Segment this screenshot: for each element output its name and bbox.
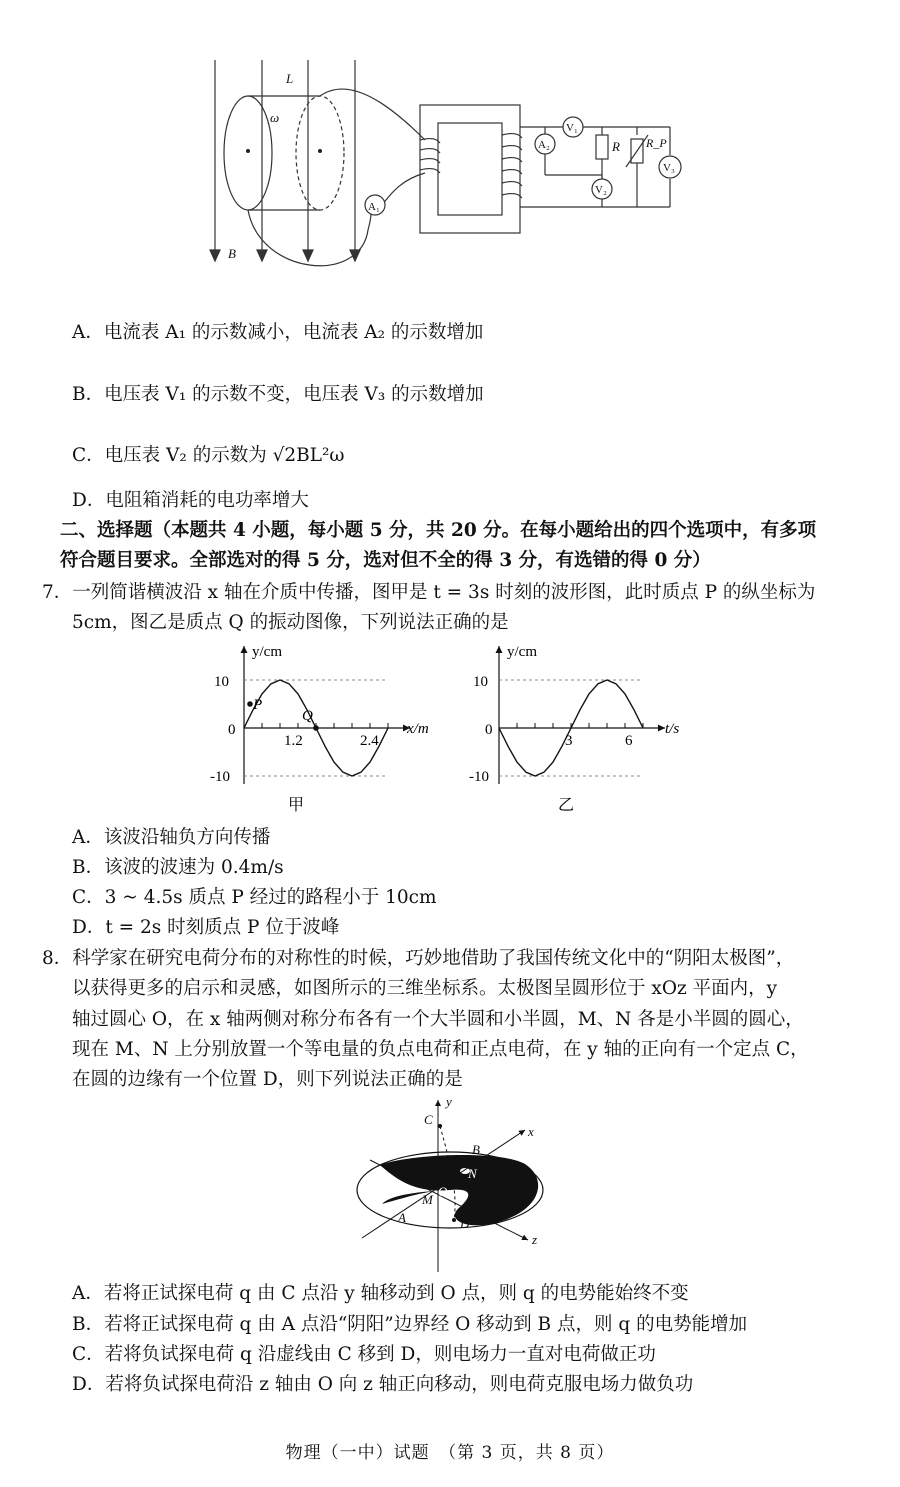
label-A1: A₁ xyxy=(368,201,380,213)
page-footer: 物理（一中）试题 （第 3 页，共 8 页） xyxy=(285,1443,615,1463)
q8-stem-line4: 现在 M、N 上分别放置一个等电量的负点电荷和正点电荷，在 y 轴的正向有一个定点 C， xyxy=(72,1039,809,1060)
q7-stem-line1: 7．一列简谐横波沿 x 轴在介质中传播，图甲是 t = 3s 时刻的波形图，此时质点 P 的纵坐标为 xyxy=(42,582,816,603)
label-B: B xyxy=(228,246,236,261)
q8-stem-line5: 在圆的边缘有一个位置 D，则下列说法正确的是 xyxy=(72,1069,463,1090)
q7-stem-line2: 5cm，图乙是质点 Q 的振动图像，下列说法正确的是 xyxy=(72,612,509,633)
q6-option-a: A．电流表 A₁ 的示数减小，电流表 A₂ 的示数增加 xyxy=(72,322,484,343)
q7-option-d: D．t = 2s 时刻质点 P 位于波峰 xyxy=(72,917,340,938)
wave-graph-jia xyxy=(210,638,450,818)
y-tick-0: 0 xyxy=(485,722,493,738)
section2-heading-line1: 二、选择题（本题共 4 小题，每小题 5 分，共 20 分。在每小题给出的四个选项中，有多项 xyxy=(60,520,817,541)
q8-stem-line2: 以获得更多的启示和灵感，如图所示的三维坐标系。太极图呈圆形位于 xOz 平面内，y xyxy=(72,978,778,999)
y-tick-10: 10 xyxy=(214,674,229,690)
label-RP: R_P xyxy=(646,136,667,150)
label-L: L xyxy=(286,71,294,86)
label-O: O xyxy=(438,1184,448,1199)
label-x: x xyxy=(528,1124,534,1139)
q8-stem-line1: 8．科学家在研究电荷分布的对称性的时候，巧妙地借助了我国传统文化中的“阴阳太极图”， xyxy=(42,948,795,969)
x-axis-label: x/m xyxy=(407,721,429,737)
x-axis-label: t/s xyxy=(665,721,680,737)
label-R: R xyxy=(612,139,620,154)
generator-transformer-circuit-figure xyxy=(190,55,710,295)
label-V1: V₁ xyxy=(566,122,578,134)
label-D: D xyxy=(460,1216,470,1231)
x-tick-2-4: 2.4 xyxy=(360,733,379,749)
q8-stem-line3: 轴过圆心 O，在 x 轴两侧对称分布各有一个大半圆和小半圆，M、N 各是小半圆的圆心， xyxy=(72,1009,804,1030)
section2-heading-line2: 符合题目要求。全部选对的得 5 分，选对但不全的得 3 分，有选错的得 0 分） xyxy=(60,550,711,571)
q6-option-c: C．电压表 V₂ 的示数为 √2BL²ω xyxy=(72,445,345,466)
graph-jia-caption: 甲 xyxy=(288,797,305,814)
label-N: N xyxy=(468,1166,477,1181)
q6-option-b: B．电压表 V₁ 的示数不变，电压表 V₃ 的示数增加 xyxy=(72,384,484,405)
q7-option-b: B．该波的波速为 0.4m/s xyxy=(72,857,284,878)
taiji-3d-coordinate-figure xyxy=(350,1092,570,1277)
q6-option-d: D．电阻箱消耗的电功率增大 xyxy=(72,490,309,511)
point-q-label: Q xyxy=(302,708,313,724)
label-M: M xyxy=(422,1192,433,1207)
vibration-graph-yi xyxy=(465,638,705,818)
label-z: z xyxy=(532,1232,538,1247)
point-q xyxy=(313,725,319,731)
q8-option-a: A．若将正试探电荷 q 由 C 点沿 y 轴移动到 O 点，则 q 的电势能始终不变 xyxy=(72,1283,689,1304)
x-tick-1-2: 1.2 xyxy=(284,733,303,749)
q8-option-c: C．若将负试探电荷 q 沿虚线由 C 移到 D，则电场力一直对电荷做正功 xyxy=(72,1344,656,1365)
label-omega: ω xyxy=(270,110,280,125)
q8-option-d: D．若将负试探电荷沿 z 轴由 O 向 z 轴正向移动，则电荷克服电场力做负功 xyxy=(72,1374,694,1395)
x-tick-3: 3 xyxy=(565,733,573,749)
x-tick-6: 6 xyxy=(625,733,633,749)
q7-option-a: A．该波沿轴负方向传播 xyxy=(72,827,271,848)
label-V2: V₂ xyxy=(595,184,607,196)
y-axis-label: y/cm xyxy=(252,644,282,660)
label-A: A xyxy=(398,1210,406,1225)
point-p-label: P xyxy=(253,697,263,713)
graph-yi-caption: 乙 xyxy=(558,797,575,814)
label-C: C xyxy=(424,1112,433,1127)
y-tick-0: 0 xyxy=(228,722,236,738)
label-B: B xyxy=(472,1142,480,1157)
q8-option-b: B．若将正试探电荷 q 由 A 点沿“阴阳”边界经 O 移动到 B 点，则 q 的电势能增加 xyxy=(72,1314,748,1335)
label-y: y xyxy=(446,1094,452,1109)
label-A2: A₂ xyxy=(538,139,550,151)
label-V3: V₃ xyxy=(663,162,675,174)
y-tick-10: 10 xyxy=(473,674,488,690)
q7-option-c: C．3 ~ 4.5s 质点 P 经过的路程小于 10cm xyxy=(72,887,437,908)
y-axis-label: y/cm xyxy=(507,644,537,660)
y-tick-neg10: -10 xyxy=(210,769,230,785)
point-p xyxy=(247,701,253,707)
y-tick-neg10: -10 xyxy=(469,769,489,785)
